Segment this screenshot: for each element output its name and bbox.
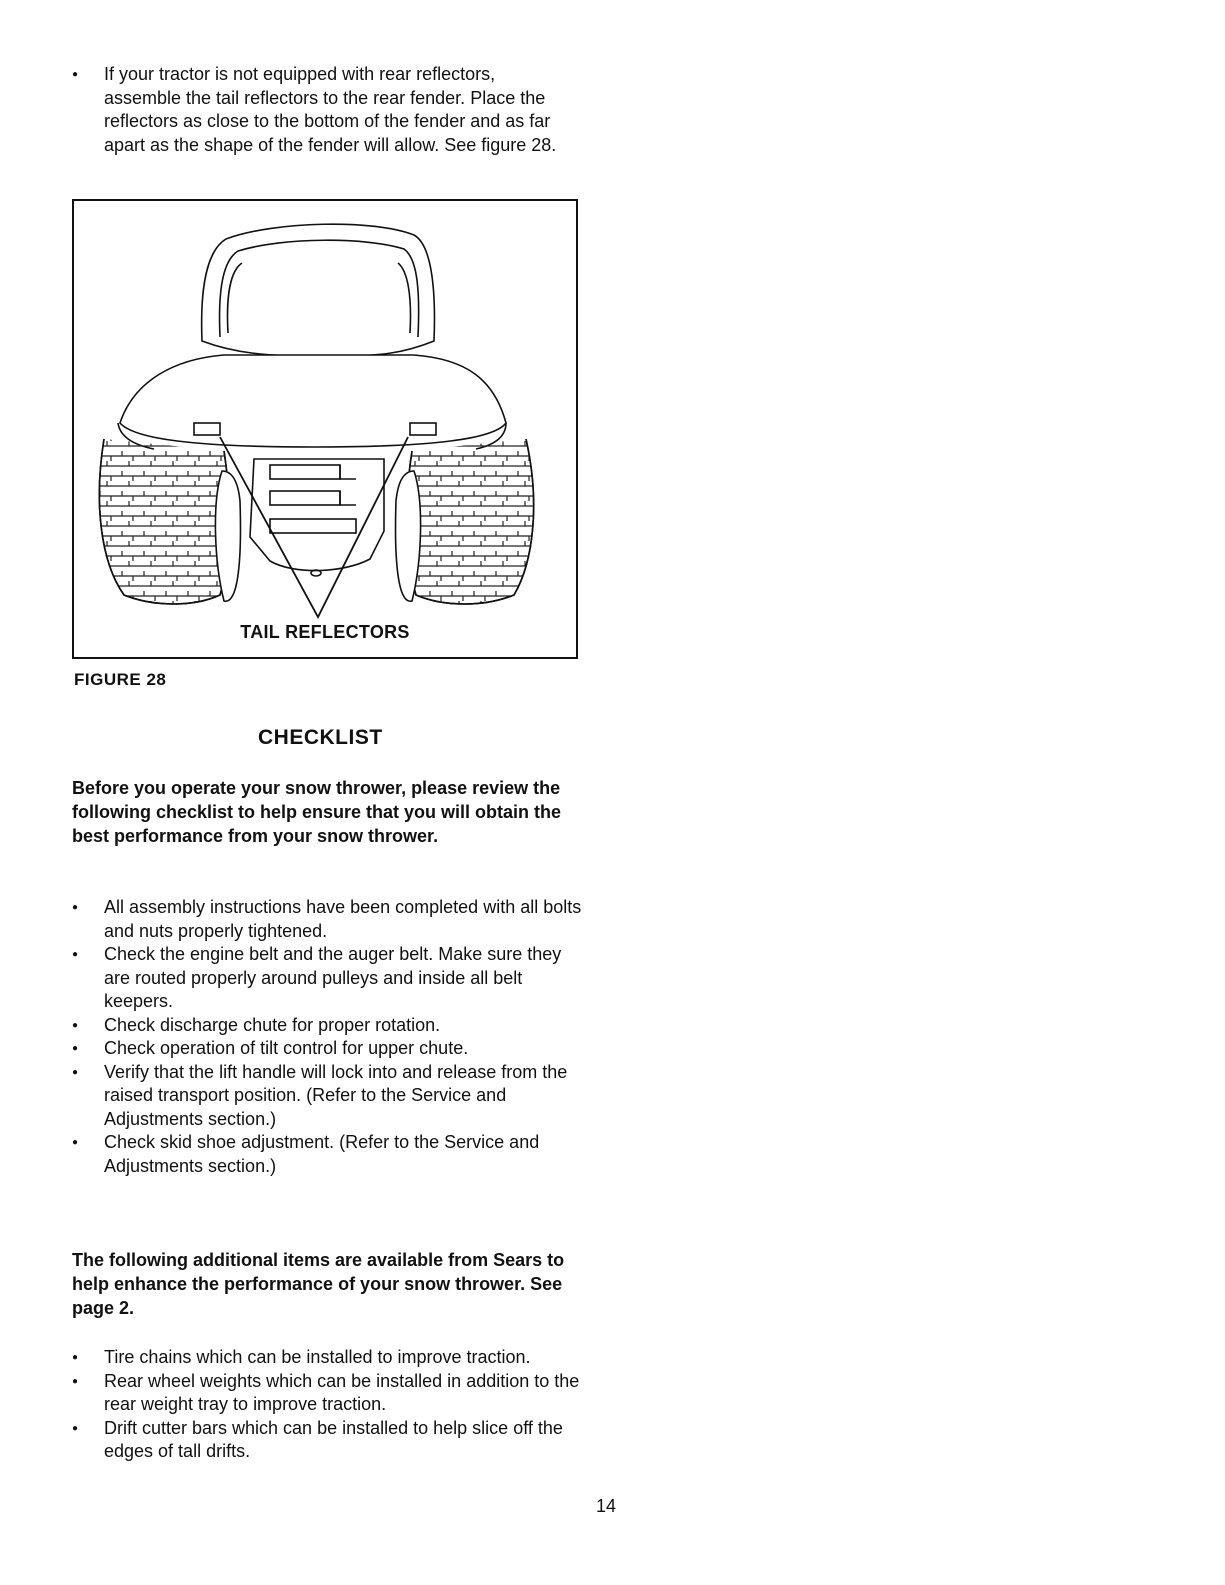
list-item: ● Check the engine belt and the auger belt. Make sure they are routed properly around pulleys and inside all belt keepers. — [72, 943, 592, 1014]
figure-28-illustration — [72, 199, 578, 659]
intro-list — [72, 63, 572, 157]
tail-reflectors-callout: TAIL REFLECTORS — [240, 622, 410, 642]
checklist-list — [72, 896, 592, 1178]
list-item: ● If your tractor is not equipped with rear reflectors, assemble the tail reflectors to the rear fender. Place the reflectors as close to the bottom of the fender and as far apart as the shape of the fender will allow. See figure 28. — [72, 63, 572, 157]
list-item: ● All assembly instructions have been completed with all bolts and nuts properly tightened. — [72, 896, 592, 943]
additional-items-intro: The following additional items are available from Sears to help enhance the performance of your snow thrower. See page 2. — [72, 1250, 565, 1318]
list-item: ● Verify that the lift handle will lock into and release from the raised transport position. (Refer to the Service and Adjustments section.) — [72, 1061, 592, 1132]
figure-caption: FIGURE 28 — [74, 670, 167, 689]
page-number: 14 — [596, 1496, 617, 1516]
additional-items-list — [72, 1346, 592, 1464]
list-item: ● Drift cutter bars which can be installed to help slice off the edges of tall drifts. — [72, 1417, 592, 1464]
list-item: ● Check discharge chute for proper rotation. — [72, 1014, 592, 1038]
list-item: ● Check skid shoe adjustment. (Refer to the Service and Adjustments section.) — [72, 1131, 592, 1178]
checklist-intro: Before you operate your snow thrower, please review the following checklist to help ensure that you will obtain the best performance from your snow thrower. — [72, 778, 562, 846]
tractor-rear-drawing — [74, 201, 576, 657]
list-item: ● Rear wheel weights which can be installed in addition to the rear weight tray to improve traction. — [72, 1370, 592, 1417]
section-heading: CHECKLIST — [258, 726, 383, 749]
list-item: ● Check operation of tilt control for upper chute. — [72, 1037, 592, 1061]
list-item: ● Tire chains which can be installed to improve traction. — [72, 1346, 592, 1370]
